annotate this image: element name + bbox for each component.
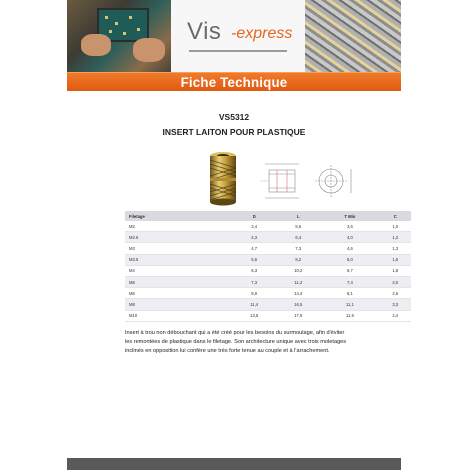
table-cell: 5,5 <box>232 254 276 265</box>
table-cell: M5 <box>125 276 232 287</box>
table-cell: 16,5 <box>276 299 320 310</box>
table-cell: 1,0 <box>379 221 411 232</box>
table-cell: M3 <box>125 243 232 254</box>
hand-left <box>81 34 111 56</box>
fiche-technique-bar <box>67 72 401 91</box>
column-header: L <box>276 211 320 221</box>
table-row <box>125 221 411 232</box>
logo-main-text: Vis <box>187 18 222 45</box>
column-header: T Min <box>320 211 379 221</box>
table-cell: M8 <box>125 299 232 310</box>
table-cell: 3,3 <box>379 299 411 310</box>
table-cell: 7,3 <box>232 276 276 287</box>
workshop-photo <box>67 0 171 72</box>
table-cell: 14,4 <box>276 288 320 299</box>
banner-title: Fiche Technique <box>180 74 288 90</box>
table-cell: M2 <box>125 221 232 232</box>
table-cell: 11,2 <box>276 276 320 287</box>
table-cell: 4,6 <box>320 243 379 254</box>
product-name: INSERT LAITON POUR PLASTIQUE <box>162 127 306 137</box>
brass-insert-image <box>202 150 244 206</box>
logo-underline <box>189 50 287 52</box>
table-cell: 4,0 <box>320 232 379 243</box>
table-cell: 1,2 <box>379 232 411 243</box>
table-cell: 3,4 <box>232 221 276 232</box>
table-cell: 17,9 <box>276 310 320 321</box>
table-cell: 8,2 <box>276 254 320 265</box>
product-reference: VS5312 <box>218 112 250 122</box>
table-cell: 1,6 <box>379 254 411 265</box>
table-row <box>125 243 411 254</box>
table-cell: M4 <box>125 265 232 276</box>
header-banner <box>67 0 401 72</box>
table-row <box>125 276 411 287</box>
screws-photo <box>305 0 401 72</box>
table-row <box>125 310 411 321</box>
table-cell: 6,7 <box>320 265 379 276</box>
table-cell: 9,9 <box>232 288 276 299</box>
table-cell: 6,3 <box>232 265 276 276</box>
column-header: C <box>379 211 411 221</box>
hand-right <box>133 38 165 62</box>
table-cell: 3,6 <box>320 221 379 232</box>
dimensions-table <box>125 211 411 322</box>
table-cell: M3.5 <box>125 254 232 265</box>
table-row <box>125 232 411 243</box>
table-cell: 2,6 <box>379 288 411 299</box>
column-header: Filetage <box>125 211 232 221</box>
table-row <box>125 265 411 276</box>
table-cell: 2,4 <box>379 310 411 321</box>
table-cell: 1,8 <box>379 265 411 276</box>
table-cell: 6,0 <box>320 254 379 265</box>
logo-accent-text: -express <box>231 25 293 42</box>
table-header-row <box>125 211 411 221</box>
table-cell: 4,7 <box>232 243 276 254</box>
table-cell: M2.5 <box>125 232 232 243</box>
table-cell: 11,9 <box>320 310 379 321</box>
table-cell: 1,3 <box>379 243 411 254</box>
table-cell: 11,4 <box>232 299 276 310</box>
table-row <box>125 299 411 310</box>
datasheet-page <box>67 0 401 470</box>
table-cell: 6,4 <box>276 232 320 243</box>
table-cell: M6 <box>125 288 232 299</box>
table-cell: 7,3 <box>276 243 320 254</box>
table-cell: 8,1 <box>320 288 379 299</box>
table-cell: 11,1 <box>320 299 379 310</box>
product-description: Insert à trou non débouchant qui a été créé pour les besoins du surmoulage, afin d'éviter les remontées de plastique dans le filetage. Son architecture unique avec trois moletages inclinés en opposition lui confère une très forte tenue au couple et à l'arrachement. <box>125 329 347 355</box>
table-cell: 2,0 <box>379 276 411 287</box>
table-cell: 13,8 <box>232 310 276 321</box>
table-cell: 4,3 <box>232 232 276 243</box>
vis-express-logo <box>187 16 297 56</box>
technical-drawing <box>257 160 367 202</box>
column-header: D <box>232 211 276 221</box>
footer-bar <box>67 458 401 470</box>
table-cell: 10,2 <box>276 265 320 276</box>
table-cell: 5,5 <box>276 221 320 232</box>
table-cell: M10 <box>125 310 232 321</box>
table-cell: 7,4 <box>320 276 379 287</box>
table-row <box>125 288 411 299</box>
table-row <box>125 254 411 265</box>
